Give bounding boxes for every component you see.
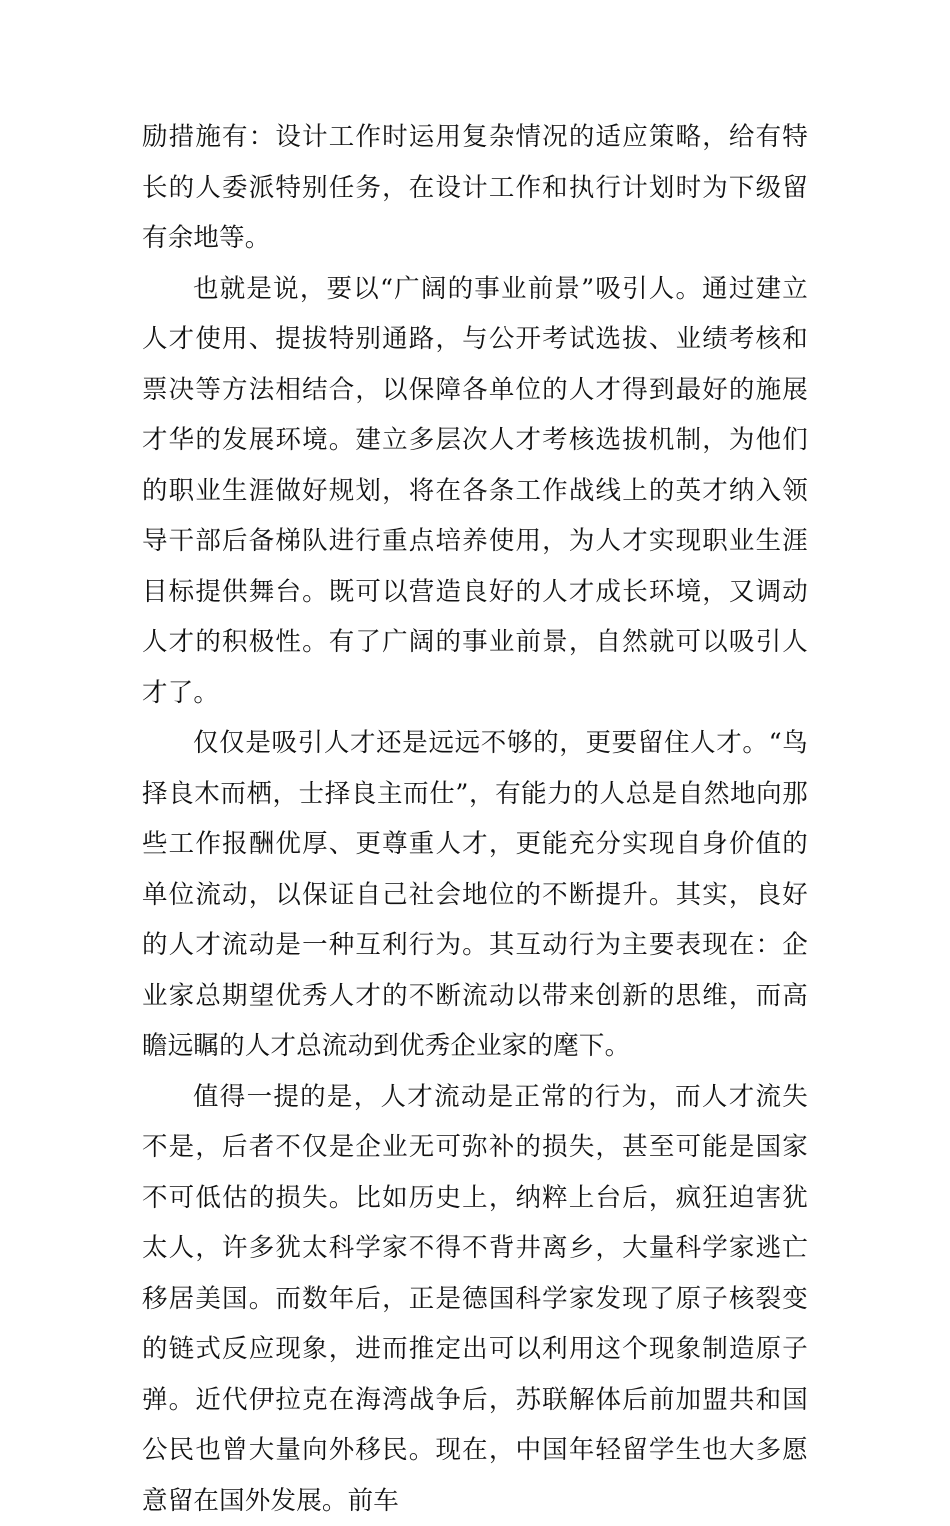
paragraph-4: 值得一提的是，人才流动是正常的行为，而人才流失不是，后者不仅是企业无可弥补的损失，甚至可能是国家不可低估的损失。比如历史上，纳粹上台后，疯狂迫害犹太人，许多犹太科学家不得不背井离乡，大量科学家逃亡移居美国。而数年后，正是德国科学家发现了原子核裂变的链式反应现象，进而推定出可以利用这个现象制造原子弹。近代伊拉克在海湾战争后，苏联解体后前加盟共和国公民也曾大量向外移民。现在，中国年轻留学生也大多愿意留在国外发展。前车 xyxy=(142,1072,808,1526)
document-body xyxy=(142,112,808,1526)
paragraph-3: 仅仅是吸引人才还是远远不够的，更要留住人才。“鸟择良木而栖，士择良主而仕”，有能力的人总是自然地向那些工作报酬优厚、更尊重人才，更能充分实现自身价值的单位流动，以保证自己社会地位的不断提升。其实，良好的人才流动是一种互利行为。其互动行为主要表现在：企业家总期望优秀人才的不断流动以带来创新的思维，而高瞻远瞩的人才总流动到优秀企业家的麾下。 xyxy=(142,718,808,1072)
paragraph-1: 励措施有：设计工作时运用复杂情况的适应策略，给有特长的人委派特别任务，在设计工作和执行计划时为下级留有余地等。 xyxy=(142,112,808,264)
paragraph-2: 也就是说，要以“广阔的事业前景”吸引人。通过建立人才使用、提拔特别通路，与公开考试选拔、业绩考核和票决等方法相结合，以保障各单位的人才得到最好的施展才华的发展环境。建立多层次人才考核选拔机制，为他们的职业生涯做好规划，将在各条工作战线上的英才纳入领导干部后备梯队进行重点培养使用，为人才实现职业生涯目标提供舞台。既可以营造良好的人才成长环境，又调动人才的积极性。有了广阔的事业前景，自然就可以吸引人才了。 xyxy=(142,264,808,719)
